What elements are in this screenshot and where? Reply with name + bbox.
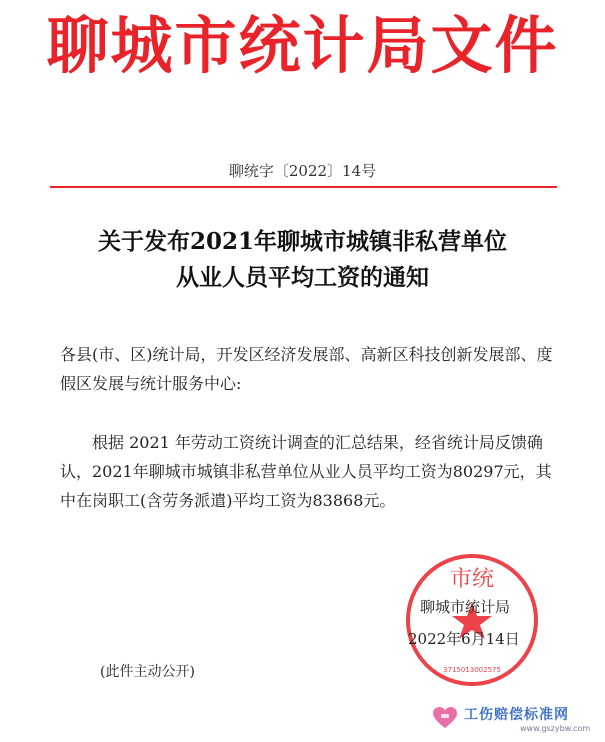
notice-title-line-2: 从业人员平均工资的通知	[176, 264, 429, 291]
body-paragraph: 根据 2021 年劳动工资统计调查的汇总结果，经省统计局反馈确认，2021年聊城市城镇非私营单位从业人员平均工资为80297元，其中在岗职工(含劳务派遣)平均工资为83868元。	[60, 433, 552, 510]
watermark-url: www.gszybw.com	[520, 724, 591, 733]
document-header-title: 聊城市统计局文件	[46, 9, 559, 82]
official-seal-icon	[402, 550, 542, 690]
salutation-paragraph: 各县(市、区)统计局，开发区经济发展部、高新区科技创新发展部、度假区发展与统计服务中心:	[60, 345, 553, 393]
document-number: 聊统字〔2022〕14号	[228, 162, 377, 180]
watermark-text: 工伤赔偿标准网	[464, 707, 569, 723]
public-disclosure-note: (此件主动公开)	[100, 664, 195, 680]
red-divider-line	[50, 186, 557, 188]
site-watermark	[432, 702, 600, 738]
notice-title-line-1: 关于发布2021年聊城市城镇非私营单位	[97, 228, 507, 255]
svg-text:3715013002575: 3715013002575	[443, 666, 501, 674]
signature-date: 2022年6月14日	[408, 630, 520, 648]
notice-title	[0, 224, 605, 296]
signature-organization: 聊城市统计局	[420, 598, 511, 616]
heart-bandage-icon	[432, 706, 458, 730]
svg-text:市统: 市统	[449, 567, 495, 592]
